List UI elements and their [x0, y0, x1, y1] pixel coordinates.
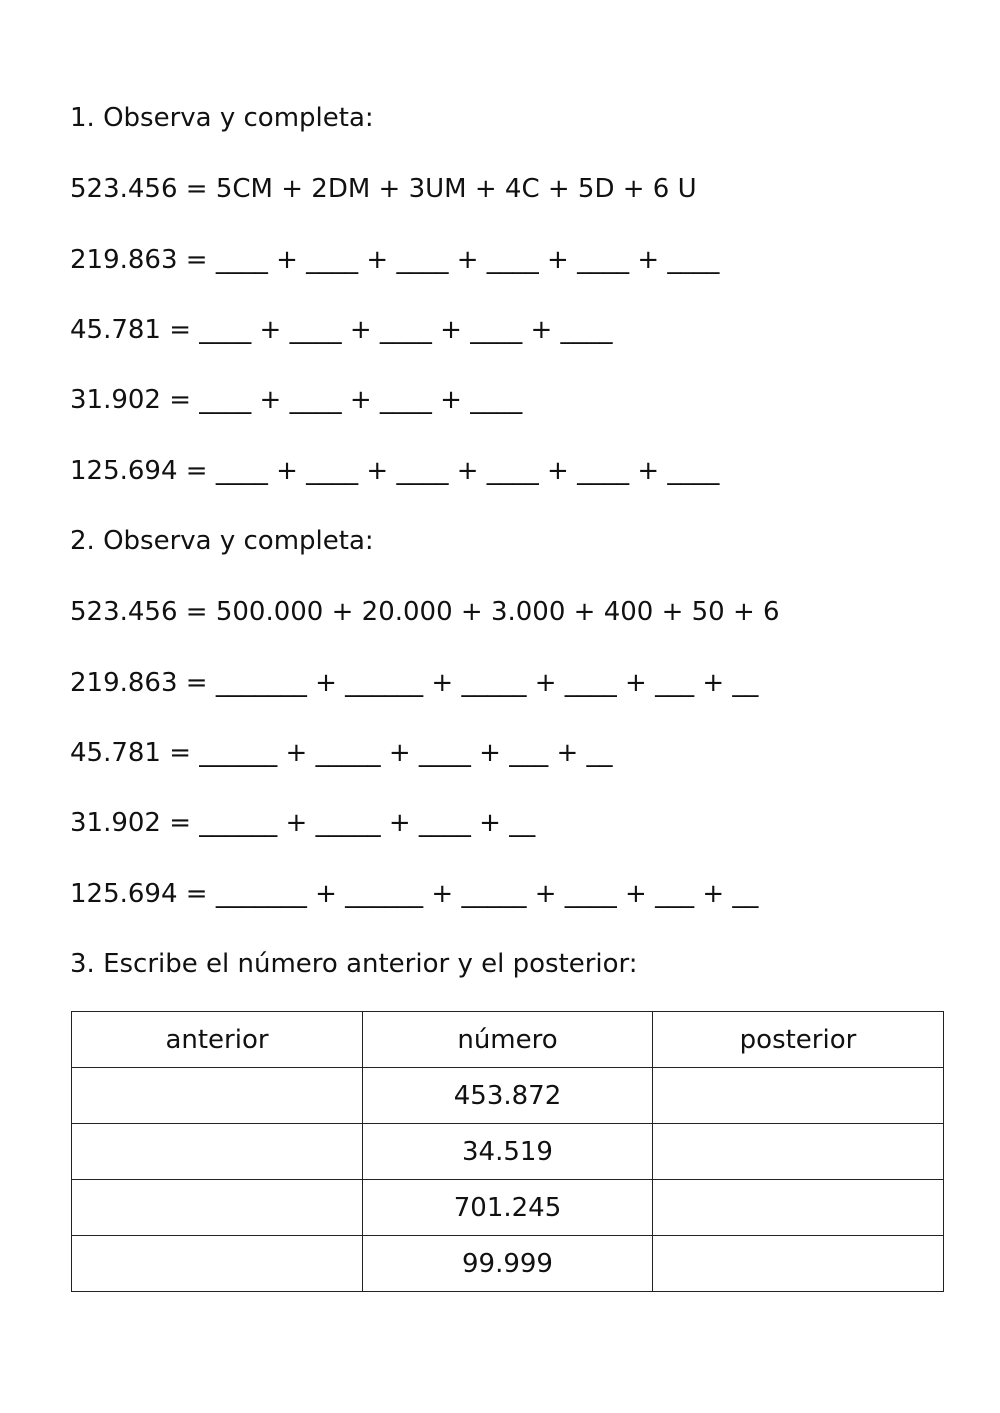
header-anterior: anterior	[72, 1012, 363, 1068]
table-row	[72, 1068, 944, 1124]
section-2-equation: 125.694 = _______ + ______ + _____ + ____ + ___ + __	[70, 879, 759, 909]
header-posterior: posterior	[653, 1012, 944, 1068]
section-2-equation: 31.902 = ______ + _____ + ____ + __	[70, 808, 536, 838]
posterior-answer-cell[interactable]	[653, 1124, 944, 1180]
number-table	[71, 1011, 944, 1292]
number-cell: 34.519	[363, 1124, 653, 1180]
section-1-equation: 219.863 = ____ + ____ + ____ + ____ + ____ + ____	[70, 245, 720, 275]
anterior-answer-cell[interactable]	[72, 1180, 363, 1236]
header-numero: número	[363, 1012, 653, 1068]
anterior-answer-cell[interactable]	[72, 1068, 363, 1124]
anterior-answer-cell[interactable]	[72, 1124, 363, 1180]
section-1-equation: 45.781 = ____ + ____ + ____ + ____ + ____	[70, 315, 613, 345]
table-row	[72, 1236, 944, 1292]
posterior-answer-cell[interactable]	[653, 1180, 944, 1236]
posterior-answer-cell[interactable]	[653, 1236, 944, 1292]
section-1-equation: 31.902 = ____ + ____ + ____ + ____	[70, 385, 523, 415]
number-cell: 701.245	[363, 1180, 653, 1236]
section-2-equation: 219.863 = _______ + ______ + _____ + ____ + ___ + __	[70, 668, 759, 698]
posterior-answer-cell[interactable]	[653, 1068, 944, 1124]
anterior-answer-cell[interactable]	[72, 1236, 363, 1292]
section-1-equation: 125.694 = ____ + ____ + ____ + ____ + ____ + ____	[70, 456, 720, 486]
section-1-example-equation: 523.456 = 5CM + 2DM + 3UM + 4C + 5D + 6 U	[70, 174, 697, 204]
section-3-heading: 3. Escribe el número anterior y el posterior:	[70, 949, 638, 979]
number-cell: 99.999	[363, 1236, 653, 1292]
number-cell: 453.872	[363, 1068, 653, 1124]
section-1-heading: 1. Observa y completa:	[70, 103, 374, 133]
table-row	[72, 1124, 944, 1180]
table-row	[72, 1180, 944, 1236]
table-header-row	[72, 1012, 944, 1068]
section-2-equation: 45.781 = ______ + _____ + ____ + ___ + __	[70, 738, 613, 768]
section-2-heading: 2. Observa y completa:	[70, 526, 374, 556]
section-2-example-equation: 523.456 = 500.000 + 20.000 + 3.000 + 400 + 50 + 6	[70, 597, 780, 627]
